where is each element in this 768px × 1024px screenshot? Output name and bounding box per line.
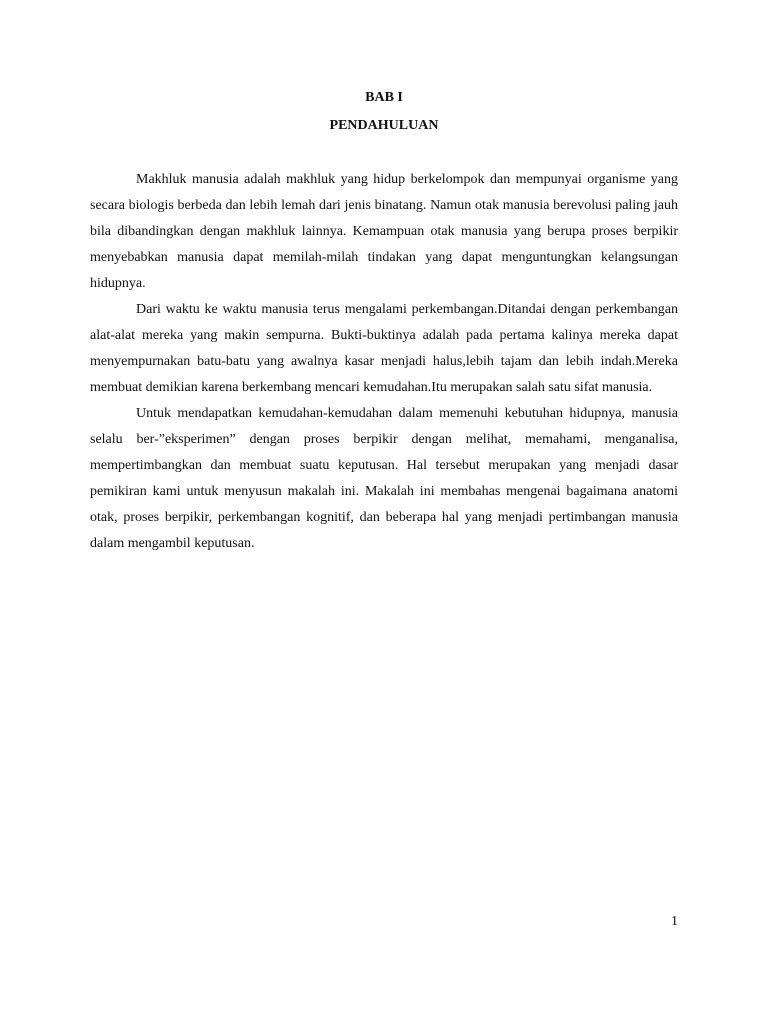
- paragraph-1: Makhluk manusia adalah makhluk yang hidup berkelompok dan mempunyai organisme yang secara biologis berbeda dan lebih lemah dari jenis binatang. Namun otak manusia berevolusi paling jauh bila dibandingkan dengan makhluk lainnya. Kemampuan otak manusia yang berupa proses berpikir menyebabkan manusia dapat memilah-milah tindakan yang dapat menguntungkan kelangsungan hidupnya.: [90, 172, 678, 291]
- chapter-title: PENDAHULUAN: [329, 118, 439, 133]
- chapter-number: BAB I: [365, 90, 403, 105]
- paragraph-3: Untuk mendapatkan kemudahan-kemudahan dalam memenuhi kebutuhan hidupnya, manusia selalu ber-”eksperimen” dengan proses berpikir dengan melihat, memahami, menganalisa, mempertimbangkan dan membuat suatu keputusan. Hal tersebut merupakan yang menjadi dasar pemikiran kami untuk menyusun makalah ini. Makalah ini membahas mengenai bagaimana anatomi otak, proses berpikir, perkembangan kognitif, dan beberapa hal yang menjadi pertimbangan manusia dalam mengambil keputusan.: [90, 406, 678, 551]
- body-text: [90, 167, 678, 557]
- page-number: 1: [671, 914, 678, 929]
- paragraph-2: Dari waktu ke waktu manusia terus mengalami perkembangan.Ditandai dengan perkembangan alat-alat mereka yang makin sempurna. Bukti-buktinya adalah pada pertama kalinya mereka dapat menyempurnakan batu-batu yang awalnya kasar menjadi halus,lebih tajam dan lebih indah.Mereka membuat demikian karena berkembang mencari kemudahan.Itu merupakan salah satu sifat manusia.: [90, 302, 678, 395]
